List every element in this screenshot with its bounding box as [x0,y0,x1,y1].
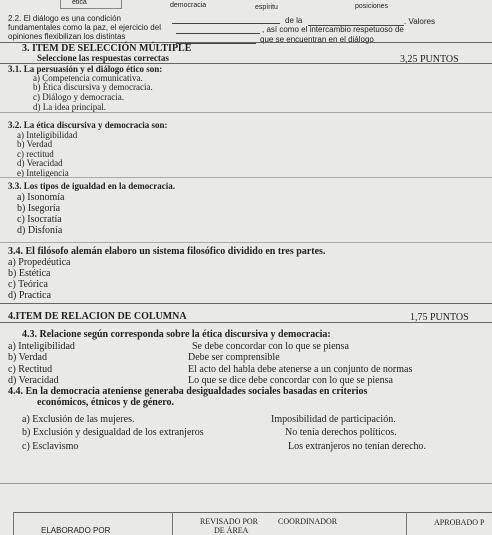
coordinador-label: COORDINADOR [278,517,338,526]
option[interactable]: b) Isegoría [17,203,61,214]
match-left-item: b) Verdad [8,352,47,363]
divider [0,112,492,113]
table-border-left [13,512,14,535]
match-right-item: El acto del habla debe atenerse a un conjunto de normas [188,364,413,375]
question-3-2-stem: 3.2. La ética discursiva y democracia son: [8,120,168,130]
divider [0,242,492,243]
question-3-4-stem: 3.4. El filósofo alemán elaboro un sistema filosófico dividido en tres partes. [8,246,326,257]
question-3-1-stem: 3.1. La persuasión y el diálogo ético son: [8,64,163,74]
match-right-item: Lo que se dice debe concordar con lo que se piensa [188,375,393,386]
elaborado-label: ELABORADO POR [41,526,111,535]
option[interactable]: e) Inteligencia [17,168,69,178]
revisado-label-cont: DE ÁREA [214,526,249,535]
option[interactable]: a) Isonomía [17,192,65,203]
fill-in-text: de la [285,16,303,25]
option[interactable]: a) Propedéutica [8,257,71,268]
option[interactable]: d) Veracidad [17,158,63,168]
match-right-item: Los extranjeros no tenían derecho. [288,441,427,452]
fill-in-text: que se encuentran en el diálogo [260,35,374,44]
word-bank-item: ética [72,0,87,6]
aprobado-label: APROBADO P [434,518,485,527]
option[interactable]: c) rectitud [17,149,54,159]
match-right-item: Imposibilidad de participación. [271,414,396,425]
option[interactable]: c) Isocratía [17,214,62,225]
section-4-title: 4.ITEM DE RELACION DE COLUMNA [8,311,187,322]
word-bank-item: posiciones [355,3,389,10]
question-3-3-stem: 3.3. Los tipos de igualdad en la democracia. [8,181,176,191]
fill-in-text: 2.2. El diálogo es una condición [8,14,121,23]
section-3-subtitle: Seleccione las respuestas correctas [37,53,169,63]
match-right-item: Se debe concordar con lo que se piensa [192,341,349,352]
table-border-top [13,512,492,513]
fill-in-text: opiniones flexibilizan los distintas [8,32,126,41]
option[interactable]: b) Estética [8,268,51,279]
option[interactable]: b) Ética discursiva y democracia. [33,82,153,92]
match-right-item: Debe ser comprensible [188,352,280,363]
revisado-label: REVISADO POR [200,517,259,526]
option[interactable]: d) Disfonía [17,225,63,236]
question-4-3-stem: 4.3. Relacione según corresponda sobre la ética discursiva y democracia: [22,329,331,340]
question-4-4-stem-cont: económicos, étnicos y de género. [37,397,175,408]
fill-in-text: fundamentales como la paz, el ejercicio del [8,23,161,32]
match-left-item: a) Exclusión de las mujeres. [22,414,135,425]
divider [0,322,492,323]
section-3-points: 3,25 PUNTOS [400,54,459,65]
match-left-item: a) Inteligibilidad [8,341,75,352]
fill-in-blank[interactable] [172,16,280,24]
fill-in-text: , así como el intercambio respetuoso de [262,25,404,34]
match-left-item: c) Esclavismo [22,441,79,452]
match-left-item: b) Exclusión y desigualdad de los extranjeros [22,427,204,438]
fill-in-blank[interactable] [176,26,260,34]
section-3-title: 3. ITEM DE SELECCIÓN MÚLTIPLE [22,43,192,54]
option[interactable]: d) La idea principal. [33,102,106,112]
option[interactable]: c) Diálogo y democracia. [33,92,124,102]
word-bank-item: espíritu [255,4,278,11]
question-4-4-stem: 4.4. En la democracia ateniense generaba desigualdades sociales basadas en criterios [8,386,368,397]
table-border [172,512,173,535]
divider [0,177,492,178]
option[interactable]: c) Teórica [8,279,48,290]
section-4-points: 1,75 PUNTOS [410,312,469,323]
option[interactable]: a) Inteligibilidad [17,130,78,140]
word-bank-box [60,0,122,9]
match-right-item: No tenía derechos políticos. [285,427,397,438]
fill-in-text: . Valores [404,17,435,26]
match-left-item: d) Veracidad [8,375,59,386]
word-bank-item: democracia [170,2,207,9]
option[interactable]: b) Verdad [17,139,53,149]
match-left-item: c) Rectitud [8,364,53,375]
divider [0,483,492,484]
table-border [406,512,407,535]
divider [0,303,492,304]
option[interactable]: a) Competencia comunicativa. [33,73,143,83]
option[interactable]: d) Practica [8,290,52,301]
